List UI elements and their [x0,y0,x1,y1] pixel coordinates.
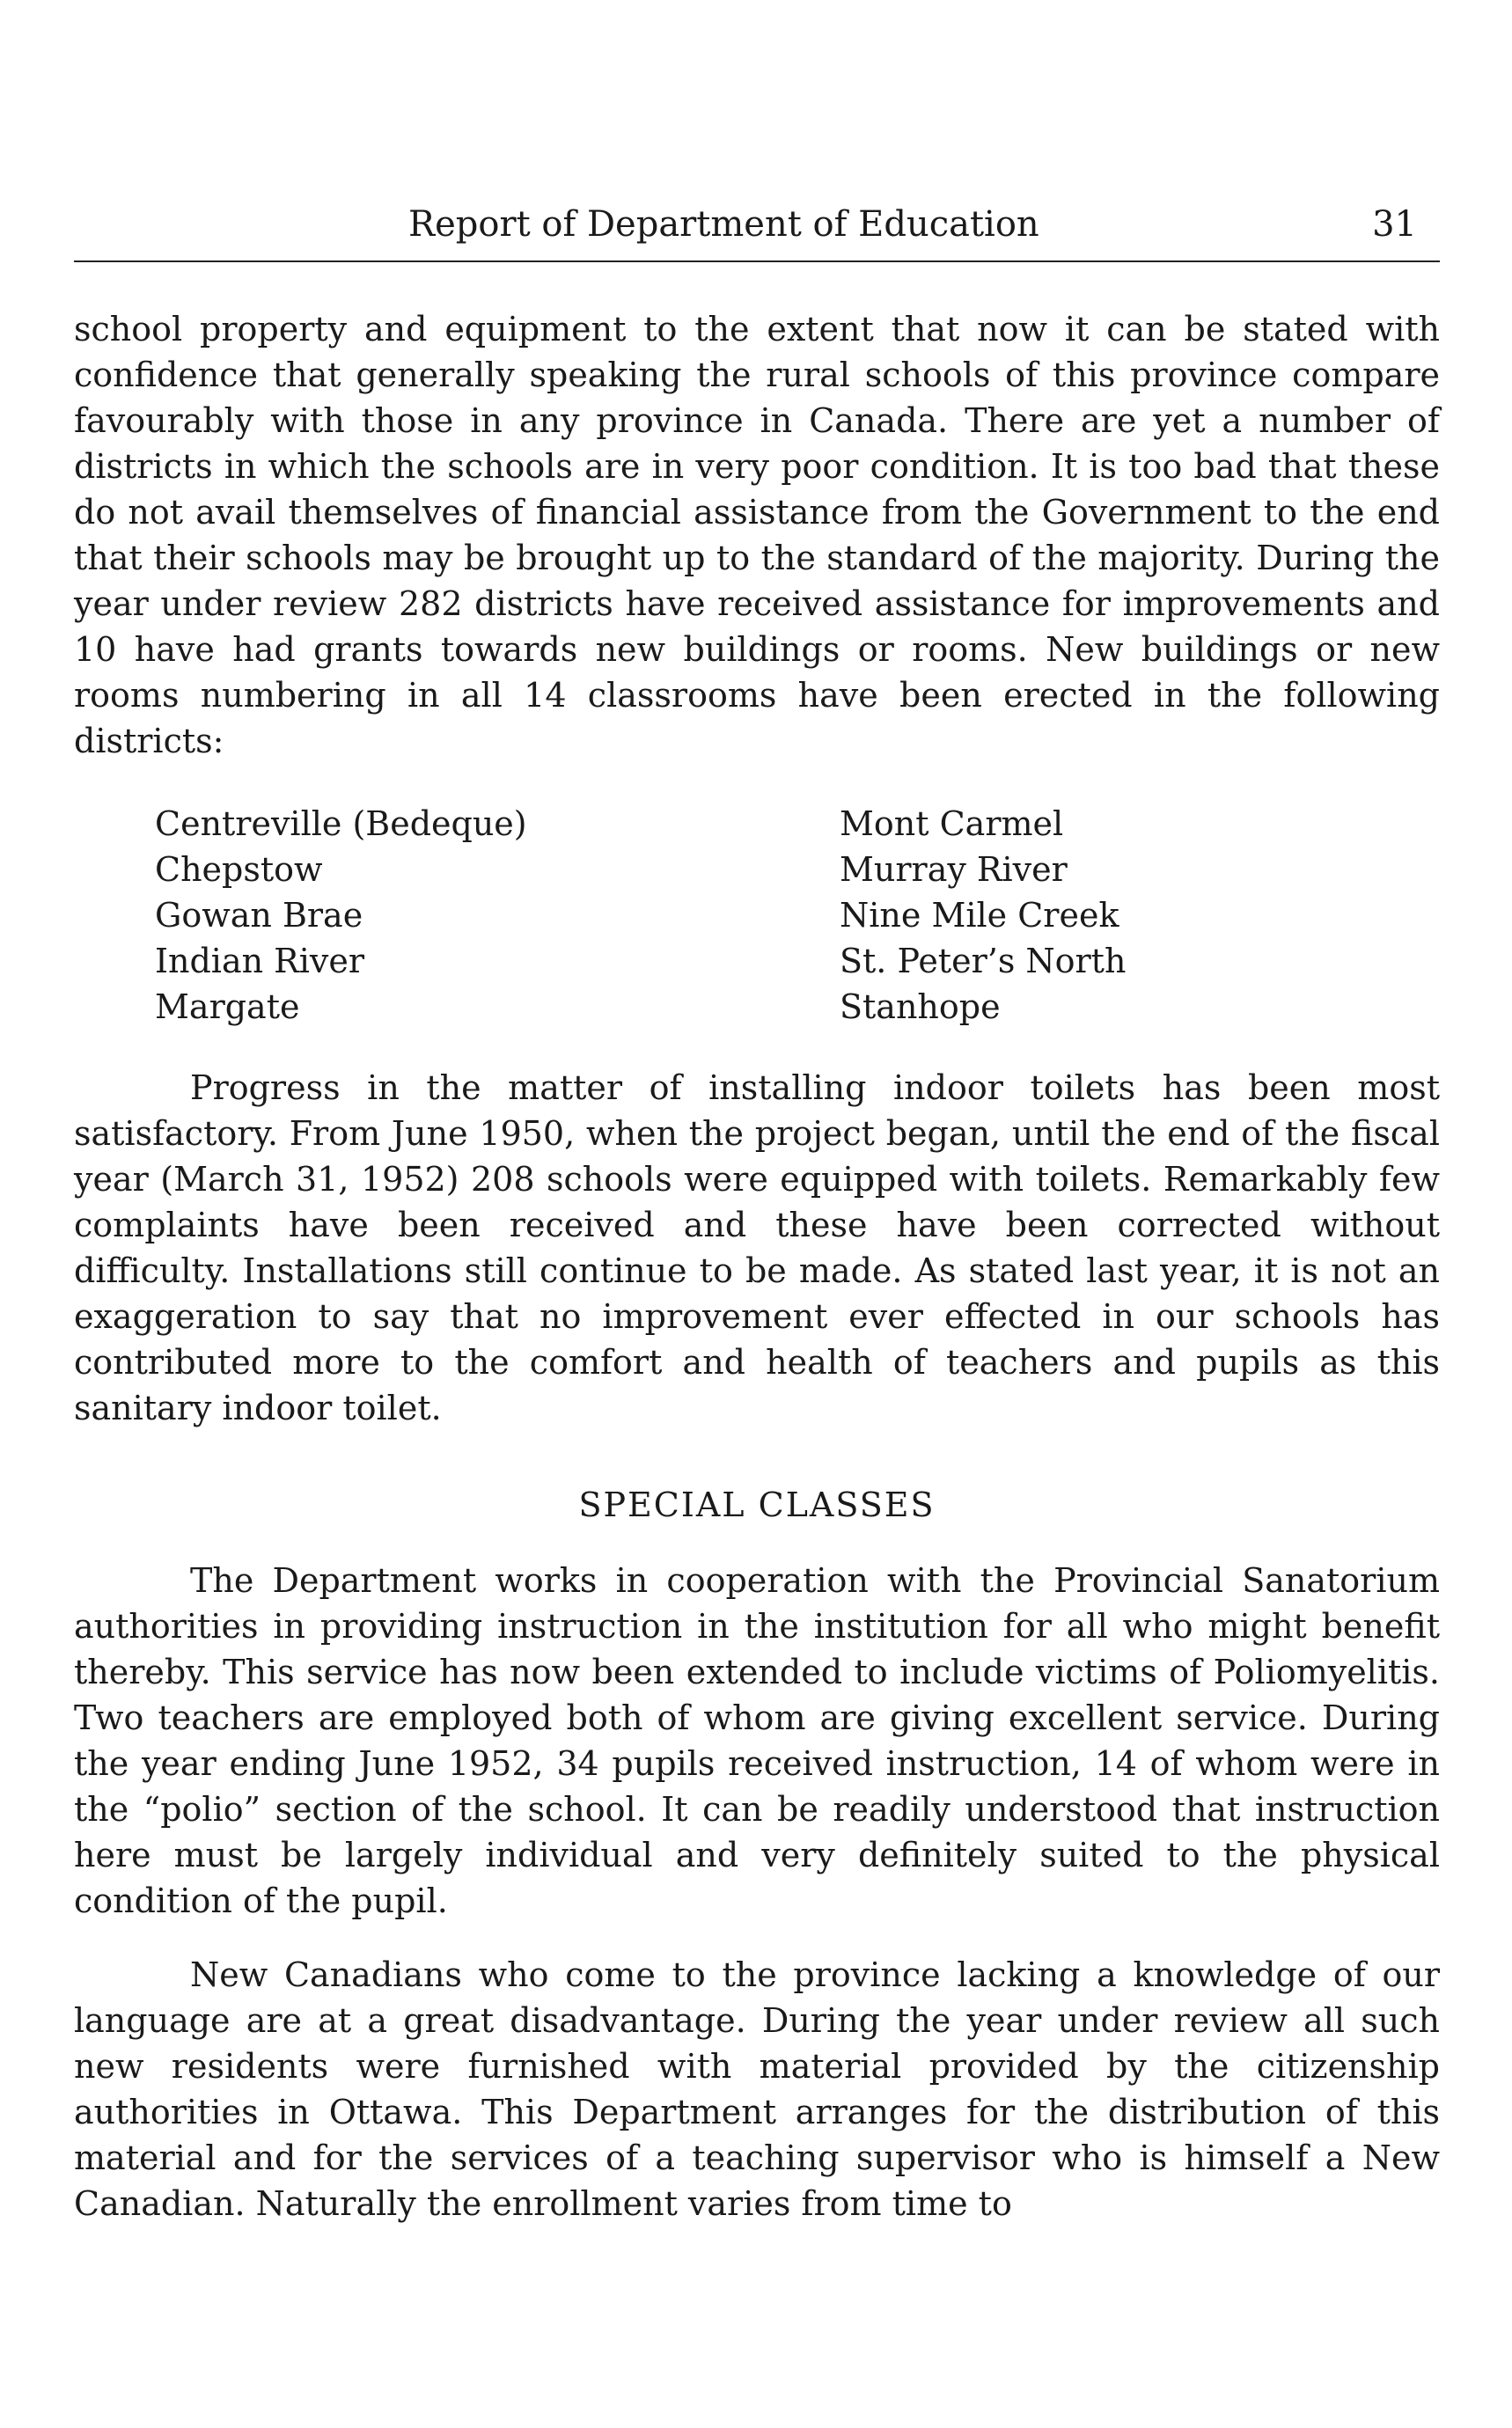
district-column-right [840,801,1126,1030]
district-item: Centreville (Bedeque) [155,804,527,843]
paragraph-text: The Department works in cooperation with the Provincial Sanatorium authorities in providing instruction in the institution for all who might benefit thereby. This service has now been extended to include victims of Poliomyelitis. Two teachers are employed both of whom are giving excellent service. During the year ending June 1952, 34 pupils received instruction, 14 of whom were in the “polio” section of the school. It can be readily understood that instruction here must be largely individual and very definitely suited to the physical condition of the pupil. [74,1561,1440,1920]
paragraph-text: school property and equipment to the extent that now it can be stated with confidence that generally speaking the rural schools of this province compare favourably with those in any province in Canada. There are yet a number of districts in which the schools are in very poor condition. It is too bad that these do not avail themselves of financial assistance from the Government to the end that their schools may be brought up to the standard of the majority. During the year under review 282 districts have received assistance for improvements and 10 have had grants towards new buildings or rooms. New buildings or new rooms numbering in all 14 classrooms have been erected in the following districts: [74,310,1440,760]
page-number: 31 [1372,204,1417,245]
district-column-left [155,801,527,1030]
district-item: Mont Carmel [840,804,1064,843]
paragraph-indoor-toilets [74,1065,1440,1431]
header-rule [74,260,1440,262]
section-heading: SPECIAL CLASSES [578,1485,936,1524]
district-item: Nine Mile Creek [840,896,1119,935]
running-head [74,204,1440,257]
paragraph-text: New Canadians who come to the province lacking a knowledge of our language are at a great disadvantage. During the year under review all such new residents were furnished with material provided by the citizenship authorities in Ottawa. This Department arranges for the distribution of this material and for the services of a teaching supervisor who is himself a New Canadian. Naturally the enrollment varies from time to [74,1955,1440,2223]
district-item: Murray River [840,850,1068,889]
district-item: Margate [155,987,300,1026]
district-item: Indian River [155,942,365,980]
paragraph-new-canadians [74,1952,1440,2226]
paragraph-sanatorium [74,1558,1440,1924]
district-item: Stanhope [840,987,1001,1026]
running-title: Report of Department of Education [408,204,1039,245]
paragraph-text: Progress in the matter of installing indoor toilets has been most satisfactory. From June 1950, when the project began, until the end of the fiscal year (March 31, 1952) 208 schools were equipped with toilets. Remarkably few complaints have been received and these have been corrected without difficulty. Installations still continue to be made. As stated last year, it is not an exaggeration to say that no improvement ever effected in our schools has contributed more to the comfort and health of teachers and pupils as this sanitary indoor toilet. [74,1068,1440,1427]
paragraph-school-property [74,306,1440,764]
district-item: Gowan Brae [155,896,363,935]
district-item: Chepstow [155,850,323,889]
district-item: St. Peter’s North [840,942,1127,980]
